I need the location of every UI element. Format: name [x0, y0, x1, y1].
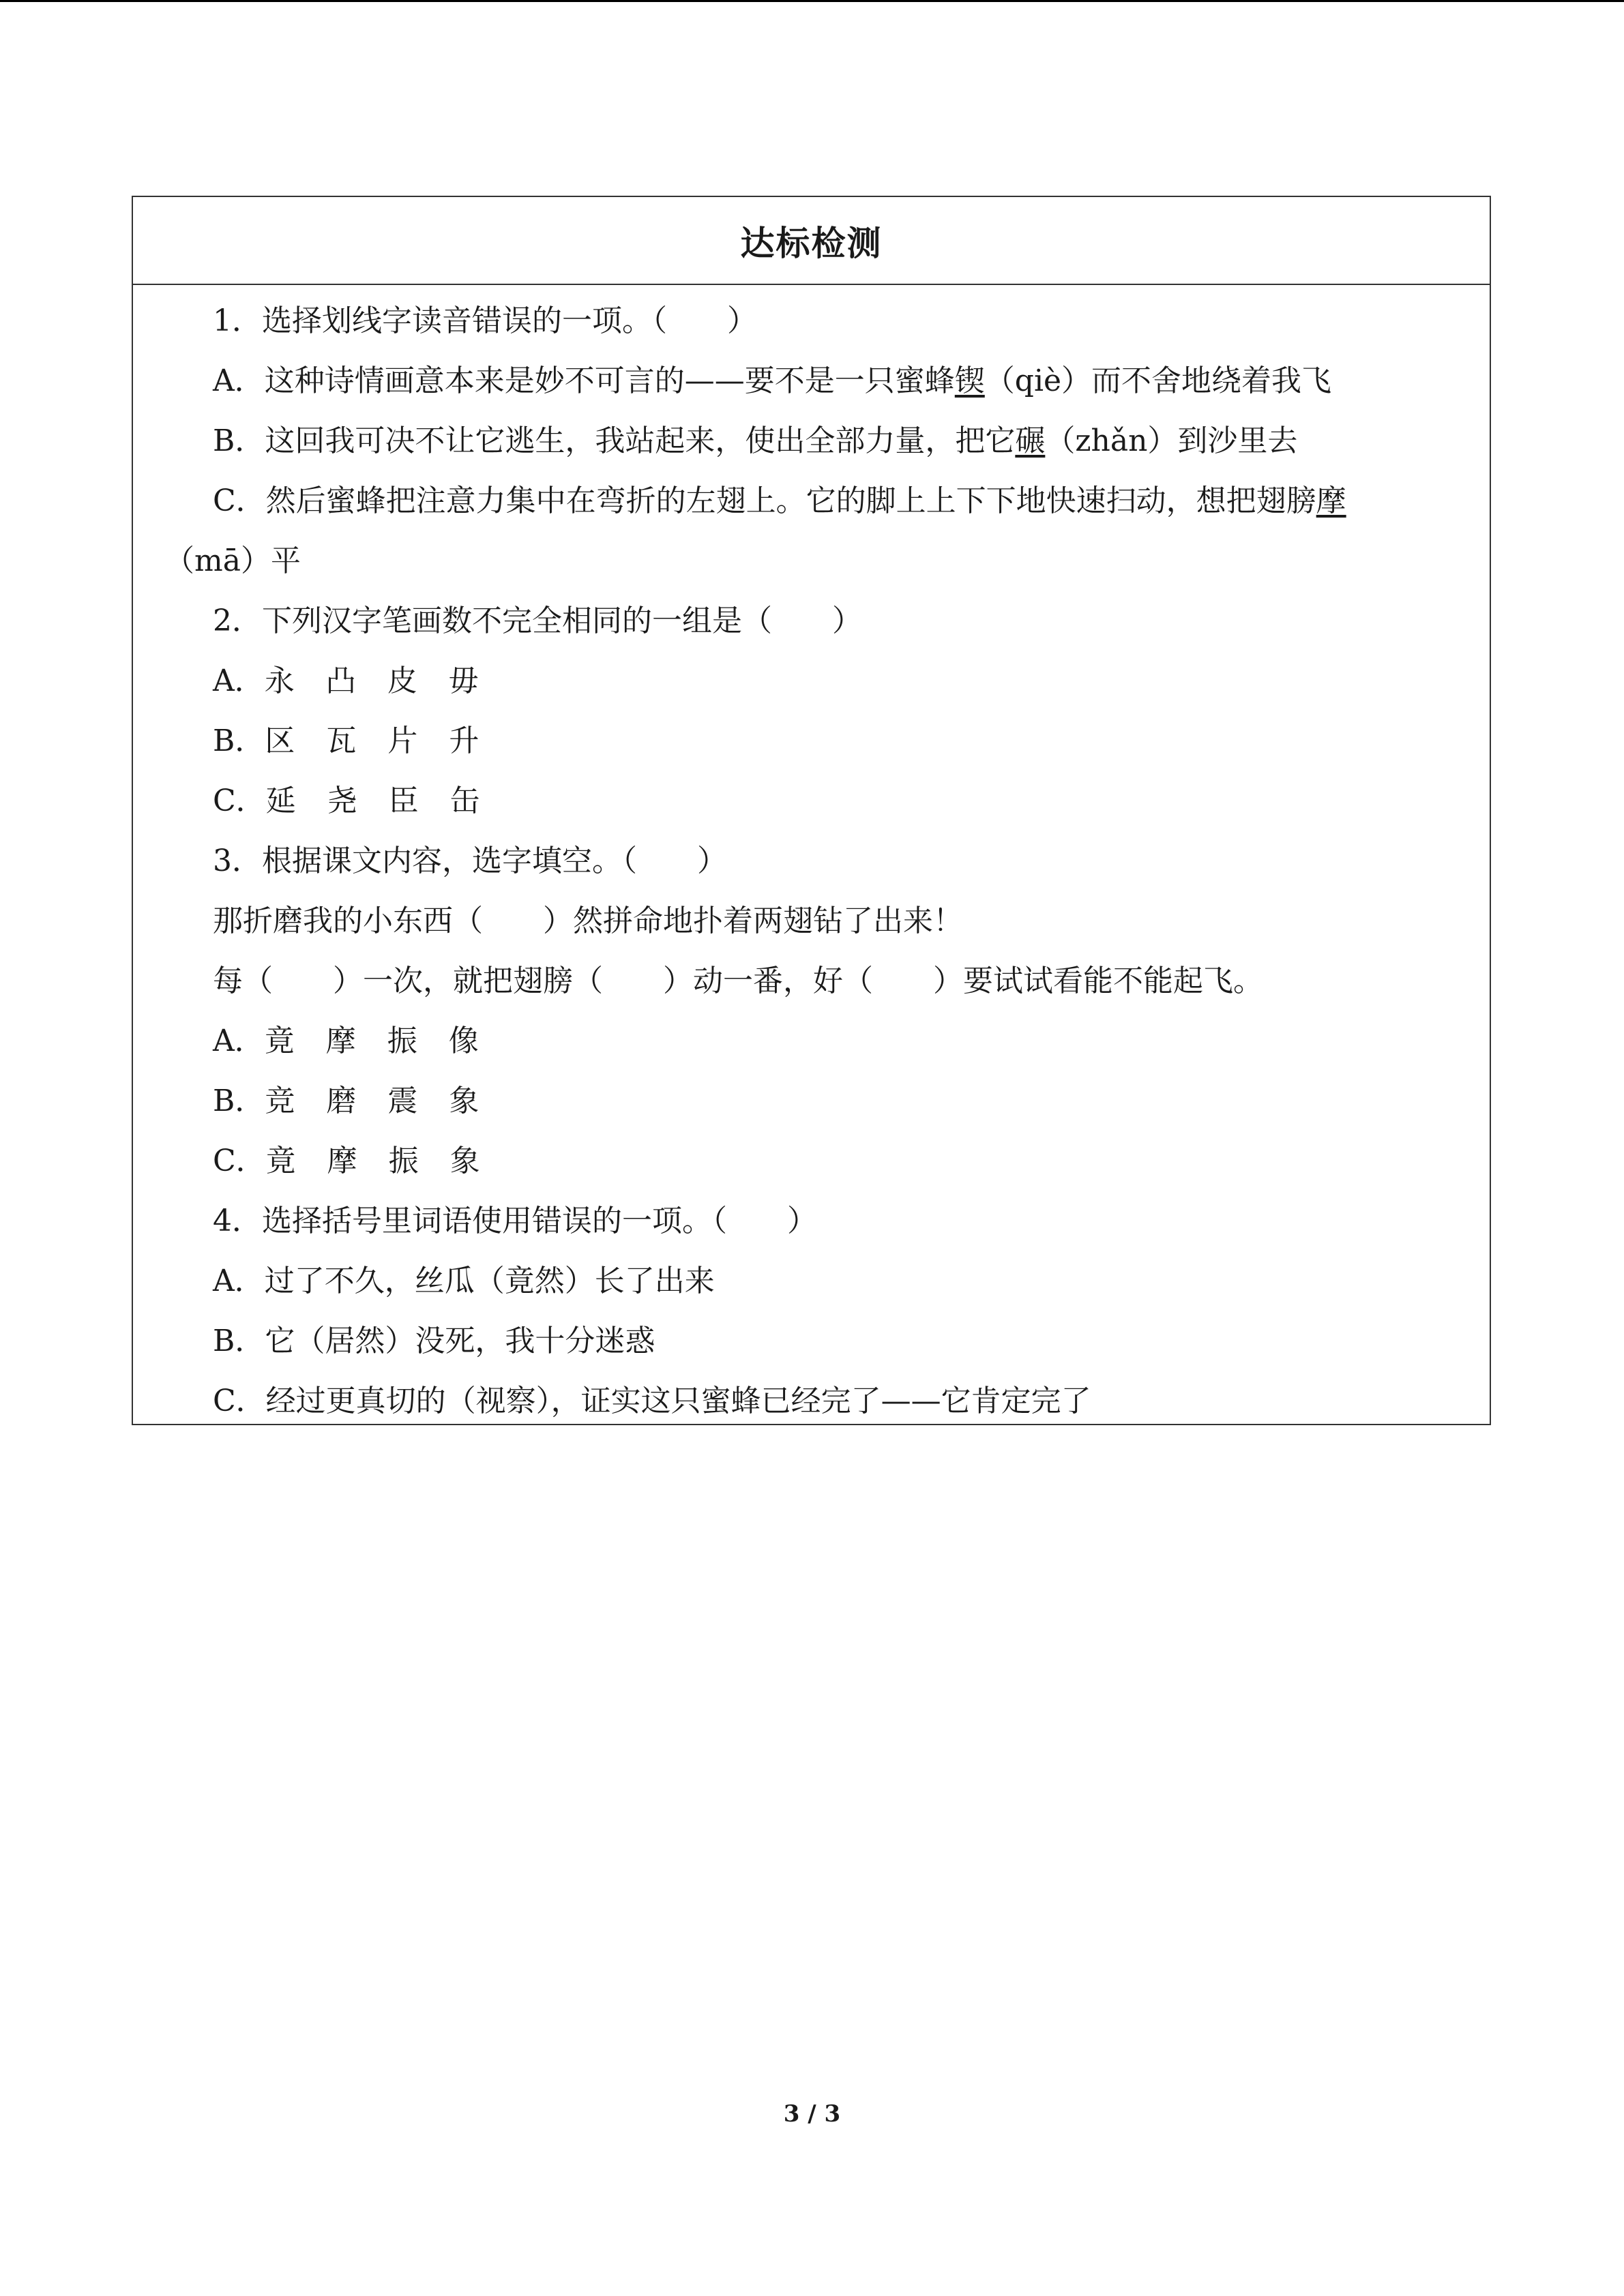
q2-option-a: A．永 凸 皮 毋	[213, 664, 479, 698]
q4-option-a: A．过了不久，丝瓜（竟然）长了出来	[213, 1264, 715, 1298]
q3-sentence-1: 那折磨我的小东西（ ）然拼命地扑着两翅钻了出来！	[213, 904, 963, 938]
assessment-box	[132, 196, 1491, 1425]
top-border-line	[0, 0, 1624, 2]
q1-option-a: A．这种诗情画意本来是妙不可言的——要不是一只蜜蜂锲（qiè）而不舍地绕着我飞	[213, 363, 1332, 398]
q1-option-b: B．这回我可决不让它逃生，我站起来，使出全部力量，把它碾（zhǎn）到沙里去	[213, 423, 1298, 458]
q1-option-c-continued: （mā）平	[164, 543, 301, 578]
q4-option-b: B．它（居然）没死，我十分迷惑	[213, 1324, 655, 1358]
q4-option-c: C．经过更真切的（视察），证实这只蜜蜂已经完了——它肯定完了	[213, 1384, 1091, 1418]
q1-stem: 1．选择划线字读音错误的一项。（ ）	[213, 303, 757, 338]
q2-option-c: C．延 尧 臣 缶	[213, 784, 480, 818]
page-number: 3 / 3	[783, 2100, 841, 2128]
q2-stem: 2．下列汉字笔画数不完全相同的一组是（ ）	[213, 603, 862, 638]
q2-option-b: B．区 瓦 片 升	[213, 724, 479, 758]
q3-stem: 3．根据课文内容，选字填空。（ ）	[213, 844, 727, 878]
section-title: 达标检测	[740, 223, 883, 263]
q3-sentence-2: 每（ ）一次，就把翅膀（ ）动一番，好（ ）要试试看能不能起飞。	[213, 964, 1263, 998]
q3-option-a: A．竟 摩 振 像	[213, 1024, 479, 1058]
q1-option-c: C．然后蜜蜂把注意力集中在弯折的左翅上。它的脚上上下下地快速扫动，想把翅膀摩	[213, 483, 1346, 518]
q3-option-b: B．竞 磨 震 象	[213, 1084, 479, 1118]
q4-stem: 4．选择括号里词语使用错误的一项。（ ）	[213, 1204, 817, 1238]
q3-option-c: C．竟 摩 振 象	[213, 1144, 480, 1178]
box-header	[133, 197, 1490, 285]
